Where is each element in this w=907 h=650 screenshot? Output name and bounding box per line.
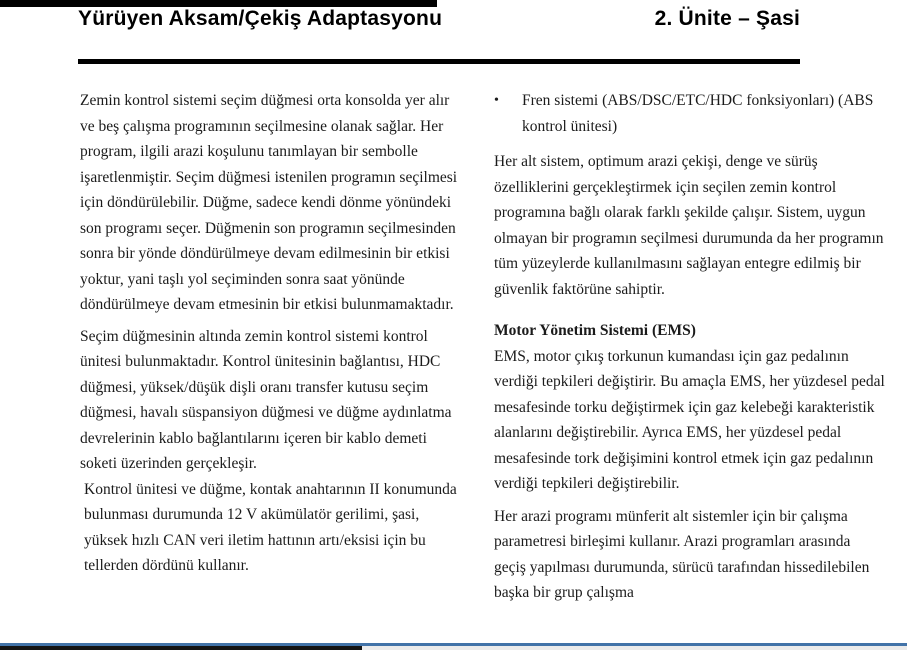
unit-label: 2. Ünite – Şasi	[654, 7, 800, 30]
page-title: Yürüyen Aksam/Çekiş Adaptasyonu	[78, 7, 443, 30]
paragraph-terrain-programs: Her arazi programı münferit alt sistemler için bir çalışma parametresi birleşimi kullanır. Arazi programları arasında geçiş yapılması durumunda, sürücü tarafından hissedilebilen başka bir grup çalışma	[494, 507, 870, 601]
list-item-brake-system	[494, 88, 886, 139]
page-header	[78, 6, 800, 31]
bullet-icon: •	[494, 93, 499, 108]
bottom-left-edge-strip	[0, 646, 362, 650]
paragraph-ground-control-knob: Zemin kontrol sistemi seçim düğmesi orta konsolda yer alır ve beş çalışma programının seçilmesine olanak sağlar. Her program, ilgili arazi koşulunu tanımlayan bir sembolle işaretlenmiştir. Seçim düğmesi istenilen programın seçilmesi için döndürülebilir. Düğme, sadece kendi dönme yönündeki son programı seçer. Düğmenin son programın seçilmesinden sonra bir yönde döndürülmeye devam edilmesinin bir etkisi yoktur, yani taşlı yol seçiminden sonra saat yönünde döndürülmeye devam etmesinin bir etkisi bulunmamaktadır.	[80, 92, 458, 313]
bottom-right-edge-strip	[362, 646, 907, 650]
paragraph-control-unit-wiring: Seçim düğmesinin altında zemin kontrol sistemi kontrol ünitesi bulunmaktadır. Kontrol ünitesinin bağlantısı, HDC düğmesi, yüksek/düşük dişli oranı transfer kutusu seçim düğmesi, havalı süspansiyon düğmesi ve düğme aydınlatma devrelerinin kablo bağlantılarını içeren bir kablo demeti soketi üzerinden gerçekleşir.	[80, 327, 452, 472]
list-item-text: Fren sistemi (ABS/DSC/ETC/HDC fonksiyonları) (ABS kontrol ünitesi)	[522, 92, 874, 135]
left-column	[80, 88, 458, 606]
paragraph-control-unit-power: Kontrol ünitesi ve düğme, kontak anahtarının II konumunda bulunması durumunda 12 V akümülatör gerilimi, şasi, yüksek hızlı CAN veri iletim hattının artı/eksisi için bu tellerden dördünü kullanır.	[84, 480, 457, 574]
section-heading-ems: Motor Yönetim Sistemi (EMS)	[494, 322, 696, 339]
right-column	[494, 88, 886, 606]
paragraph-subsystem-behavior: Her alt sistem, optimum arazi çekişi, denge ve sürüş özelliklerini gerçekleştirmek için seçilen zemin kontrol programına bağlı olarak farklı şekilde çalışır. Sistem, uygun olmayan bir programın seçilmesi durumunda da her programın tüm yüzeylerde kullanılmasını sağlayan entegre edilmiş bir güvenlik faktörüne sahiptir.	[494, 153, 884, 298]
paragraph-ems-function: EMS, motor çıkış torkunun kumandası için gaz pedalının verdiği tepkileri değiştirir. Bu amaçla EMS, her yüzdesel pedal mesafesinde torku değiştirmek için gaz kelebeği karakteristik alanlarını değiştirebilir. Ayrıca EMS, her yüzdesel pedal mesafesinde tork değişimini kontrol etmek için gaz pedalının verdiği tepkileri değiştirebilir.	[494, 347, 885, 492]
header-rule	[78, 59, 800, 64]
document-body	[80, 88, 886, 606]
